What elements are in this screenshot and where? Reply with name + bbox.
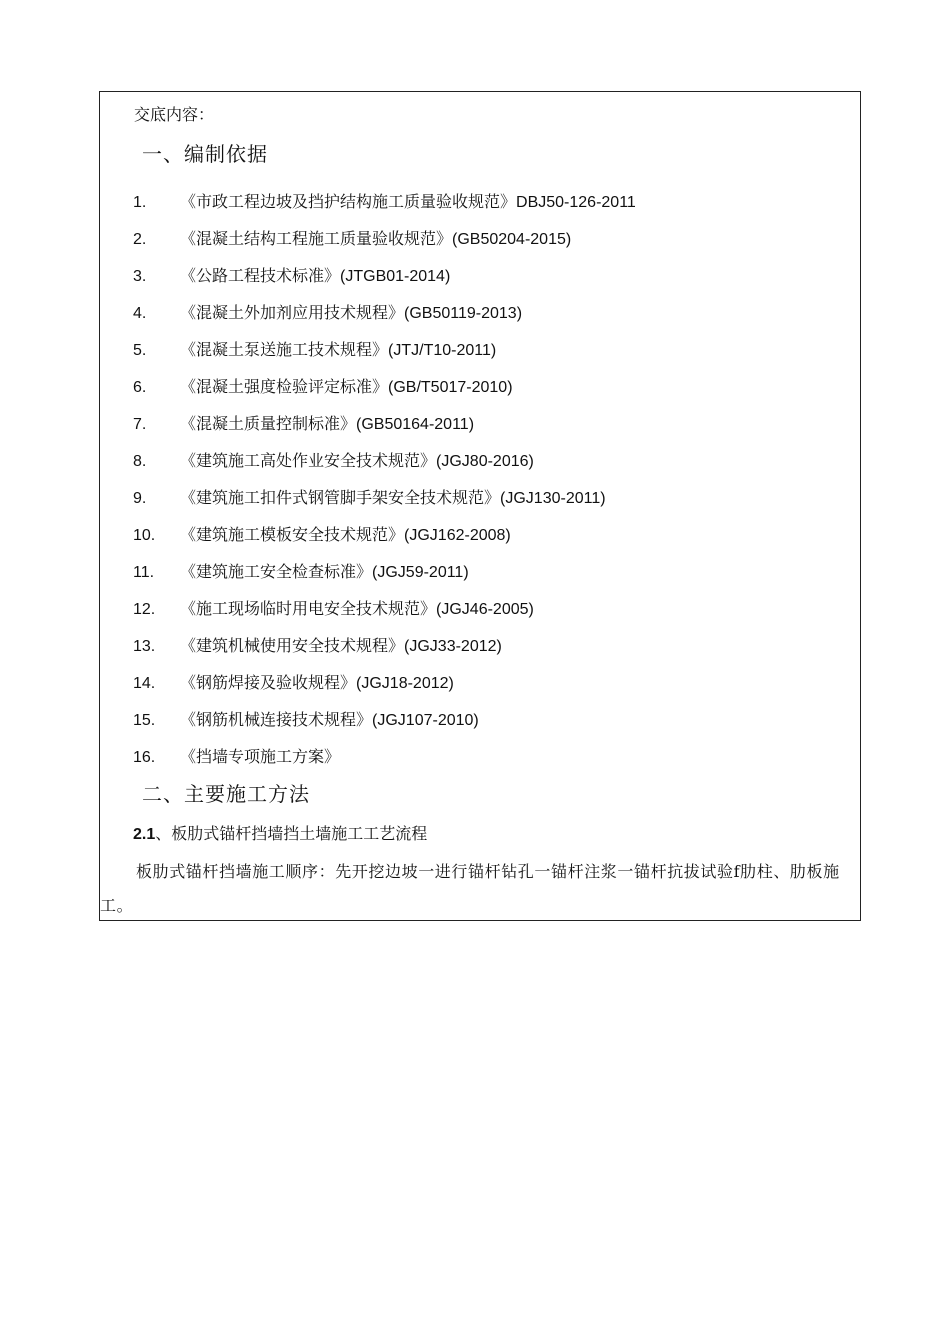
standard-title: 《建筑施工安全检查标准》 bbox=[180, 562, 373, 581]
construction-sequence-paragraph: 板肋式锚杆挡墙施工顺序：先开挖边坡一进行锚杆钻孔一锚杆注浆一锚杆抗拔试验f肋柱、肋板施工。 bbox=[100, 862, 840, 915]
list-item bbox=[100, 596, 860, 633]
standard-code: (JGJ18-2012) bbox=[356, 675, 454, 692]
standard-title: 《公路工程技术标准》 bbox=[180, 266, 341, 285]
standard-title: 《建筑施工模板安全技术规范》 bbox=[180, 525, 405, 544]
subsection-heading bbox=[133, 823, 427, 846]
list-item bbox=[100, 374, 860, 411]
standard-title: 《建筑施工扣件式钢管脚手架安全技术规范》 bbox=[180, 488, 501, 507]
section-heading-basis: 一、编制依据 bbox=[142, 142, 268, 166]
list-item-number: 3. bbox=[133, 268, 147, 285]
list-item-number: 6. bbox=[133, 379, 147, 396]
standard-code: (JGJ80-2016) bbox=[436, 453, 534, 470]
standard-title: 《挡墙专项施工方案》 bbox=[180, 747, 341, 766]
list-item-number: 16. bbox=[133, 749, 156, 766]
list-item-number: 14. bbox=[133, 675, 156, 692]
subsection-title: 、板肋式锚杆挡墙挡土墙施工工艺流程 bbox=[155, 824, 428, 843]
list-item-text bbox=[180, 413, 474, 436]
standard-code: (GB50164-2011) bbox=[356, 416, 475, 433]
standard-title: 《市政工程边坡及挡护结构施工质量验收规范》 bbox=[180, 192, 517, 211]
list-item-number: 10. bbox=[133, 527, 156, 544]
list-item bbox=[100, 707, 860, 744]
list-item-number: 2. bbox=[133, 231, 147, 248]
standard-title: 《钢筋机械连接技术规程》 bbox=[180, 710, 373, 729]
list-item bbox=[100, 226, 860, 263]
standard-code: (GB50204-2015) bbox=[452, 231, 572, 248]
list-item-text bbox=[180, 228, 571, 251]
list-item-text bbox=[180, 672, 454, 695]
standard-title: 《混凝土结构工程施工质量验收规范》 bbox=[180, 229, 453, 248]
list-item bbox=[100, 744, 860, 781]
list-item bbox=[100, 448, 860, 485]
subsection-number: 2.1 bbox=[133, 826, 156, 843]
standard-code: (GB/T5017-2010) bbox=[388, 379, 513, 396]
standard-title: 《混凝土外加剂应用技术规程》 bbox=[180, 303, 405, 322]
standard-code: (JGJ59-2011) bbox=[372, 564, 469, 581]
list-item-text bbox=[180, 376, 513, 399]
standard-title: 《混凝土强度检验评定标准》 bbox=[180, 377, 389, 396]
list-item-text bbox=[180, 598, 534, 621]
list-item-text bbox=[180, 561, 469, 584]
list-item bbox=[100, 485, 860, 522]
standard-code: (JGJ46-2005) bbox=[436, 601, 534, 618]
list-item bbox=[100, 263, 860, 300]
list-item-text bbox=[180, 524, 511, 547]
section-heading-methods: 二、主要施工方法 bbox=[142, 782, 310, 806]
list-item bbox=[100, 633, 860, 670]
list-item bbox=[100, 522, 860, 559]
standard-title: 《钢筋焊接及验收规程》 bbox=[180, 673, 357, 692]
standard-code: (JGJ107-2010) bbox=[372, 712, 479, 729]
list-item-text bbox=[180, 339, 496, 362]
list-item-number: 5. bbox=[133, 342, 147, 359]
list-item-number: 9. bbox=[133, 490, 147, 507]
list-item-text bbox=[180, 487, 606, 510]
standard-code: (GB50119-2013) bbox=[404, 305, 523, 322]
standard-code: DBJ50-126-2011 bbox=[516, 194, 636, 211]
list-item-number: 1. bbox=[133, 194, 147, 211]
list-item-text bbox=[180, 746, 340, 769]
standard-title: 《建筑施工高处作业安全技术规范》 bbox=[180, 451, 437, 470]
list-item-number: 8. bbox=[133, 453, 147, 470]
disclosure-content-box bbox=[99, 91, 861, 921]
standard-code: (JGJ162-2008) bbox=[404, 527, 511, 544]
standard-code: (JTJ/T10-2011) bbox=[388, 342, 497, 359]
list-item bbox=[100, 300, 860, 337]
standard-title: 《混凝土质量控制标准》 bbox=[180, 414, 357, 433]
standard-code: (JGJ33-2012) bbox=[404, 638, 502, 655]
standard-title: 《建筑机械使用安全技术规程》 bbox=[180, 636, 405, 655]
list-item bbox=[100, 411, 860, 448]
list-item-text bbox=[180, 450, 534, 473]
standard-code: (JTGB01-2014) bbox=[340, 268, 451, 285]
reference-list bbox=[100, 189, 860, 781]
list-item-number: 13. bbox=[133, 638, 156, 655]
standard-code: (JGJ130-2011) bbox=[500, 490, 606, 507]
list-item-number: 12. bbox=[133, 601, 156, 618]
list-item-text bbox=[180, 191, 636, 214]
list-item bbox=[100, 559, 860, 596]
list-item bbox=[100, 189, 860, 226]
list-item-text bbox=[180, 302, 522, 325]
list-item bbox=[100, 670, 860, 707]
list-item-text bbox=[180, 265, 450, 288]
standard-title: 《施工现场临时用电安全技术规范》 bbox=[180, 599, 437, 618]
list-item-number: 11. bbox=[133, 564, 155, 581]
list-item-text bbox=[180, 635, 502, 658]
list-item bbox=[100, 337, 860, 374]
list-item-number: 15. bbox=[133, 712, 156, 729]
list-item-text bbox=[180, 709, 479, 732]
list-item-number: 7. bbox=[133, 416, 147, 433]
intro-label: 交底内容： bbox=[134, 105, 215, 124]
list-item-number: 4. bbox=[133, 305, 147, 322]
standard-title: 《混凝土泵送施工技术规程》 bbox=[180, 340, 389, 359]
